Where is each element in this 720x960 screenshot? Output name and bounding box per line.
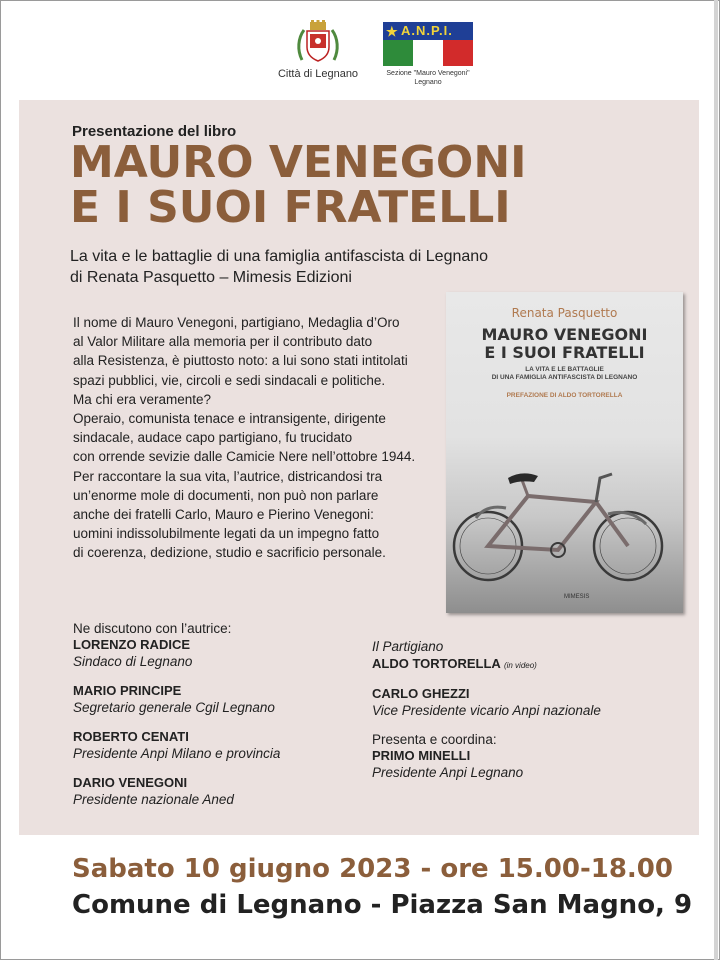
anpi-name: A.N.P.I. [401, 23, 453, 38]
book-cover-subtitle: LA VITA E LE BATTAGLIE DI UNA FAMIGLIA ANTIFASCISTA DI LEGNANO [491, 366, 638, 381]
speaker-role: Vice Presidente vicario Anpi nazionale [372, 703, 601, 718]
speakers-right [372, 638, 672, 782]
speaker-role: Presidente nazionale Aned [73, 792, 234, 807]
book-title: MAURO VENEGONI E I SUOI FRATELLI [481, 325, 648, 362]
speakers-left [73, 621, 363, 809]
speaker-role: Sindaco di Legnano [73, 654, 193, 669]
speaker-pre: Presenta e coordina: [372, 732, 497, 747]
book-author: Renata Pasquetto [511, 306, 618, 320]
page-title: MAURO VENEGONI E I SUOI FRATELLI [70, 137, 527, 233]
speakers-lead: Ne discutono con l’autrice: [73, 621, 232, 636]
citta-logo [268, 20, 368, 80]
speaker-name: ALDO TORTORELLA (in video) [372, 656, 537, 671]
book-cover [446, 292, 683, 613]
bicycle-icon [446, 452, 683, 613]
star-icon: ★ [386, 24, 399, 39]
speaker-name: MARIO PRINCIPE [73, 683, 182, 698]
citta-label: Città di Legnano [277, 68, 359, 80]
speaker-name: DARIO VENEGONI [73, 775, 188, 790]
speaker-name: CARLO GHEZZI [372, 686, 470, 701]
anpi-logo [378, 22, 478, 87]
speaker-role: Presidente Anpi Milano e provincia [73, 746, 281, 761]
speaker-name: PRIMO MINELLI [372, 748, 471, 763]
coat-of-arms-icon [296, 20, 340, 66]
event-place: Comune di Legnano - Piazza San Magno, 9 [72, 890, 693, 920]
book-subtitle: La vita e le battaglie di una famiglia antifascista di Legnano di Renata Pasquetto – Mimesis Edizioni [70, 248, 489, 286]
speaker-note: (in video) [503, 661, 537, 670]
speaker-role: Segretario generale Cgil Legnano [73, 700, 275, 715]
anpi-section: Sezione "Mauro Venegoni" Legnano [386, 70, 470, 86]
page-edge-shadow [714, 0, 718, 960]
speaker-name: ROBERTO CENATI [73, 729, 189, 744]
book-preface: PREFAZIONE DI ALDO TORTORELLA [506, 392, 623, 399]
book-publisher: MIMESIS [564, 594, 590, 600]
intro-text: Il nome di Mauro Venegoni, partigiano, Medaglia d’Oro al Valor Militare alla memoria per il contributo dato alla Resistenza, è piuttosto noto: a lui sono stati intitolati spazi pubblici, vie, circoli e sedi sindacali e politiche. Ma chi era veramente? Operaio, comunista tenace e intransigente, dirigente sindacale, audace capo partigiano, fu trucidato con orrende sevizie dalle Camicie Nere nell’ottobre 1944. Per raccontare la sua vita, l’autrice, districandosi tra un’enorme mole di documenti, non può non parlare anche dei fratelli Carlo, Mauro e Pierino Venegoni: uomini indissolubilmente legati da un impegno fatto di coerenza, dedizione, studio e sacrificio personale. [73, 315, 416, 561]
italian-flag-icon [383, 40, 473, 66]
speaker-name: LORENZO RADICE [73, 637, 190, 652]
event-date: Sabato 10 giugno 2023 - ore 15.00-18.00 [72, 854, 673, 884]
speaker-role: Presidente Anpi Legnano [372, 765, 524, 780]
speaker-pre: Il Partigiano [372, 639, 444, 654]
eyebrow: Presentazione del libro [72, 123, 237, 140]
